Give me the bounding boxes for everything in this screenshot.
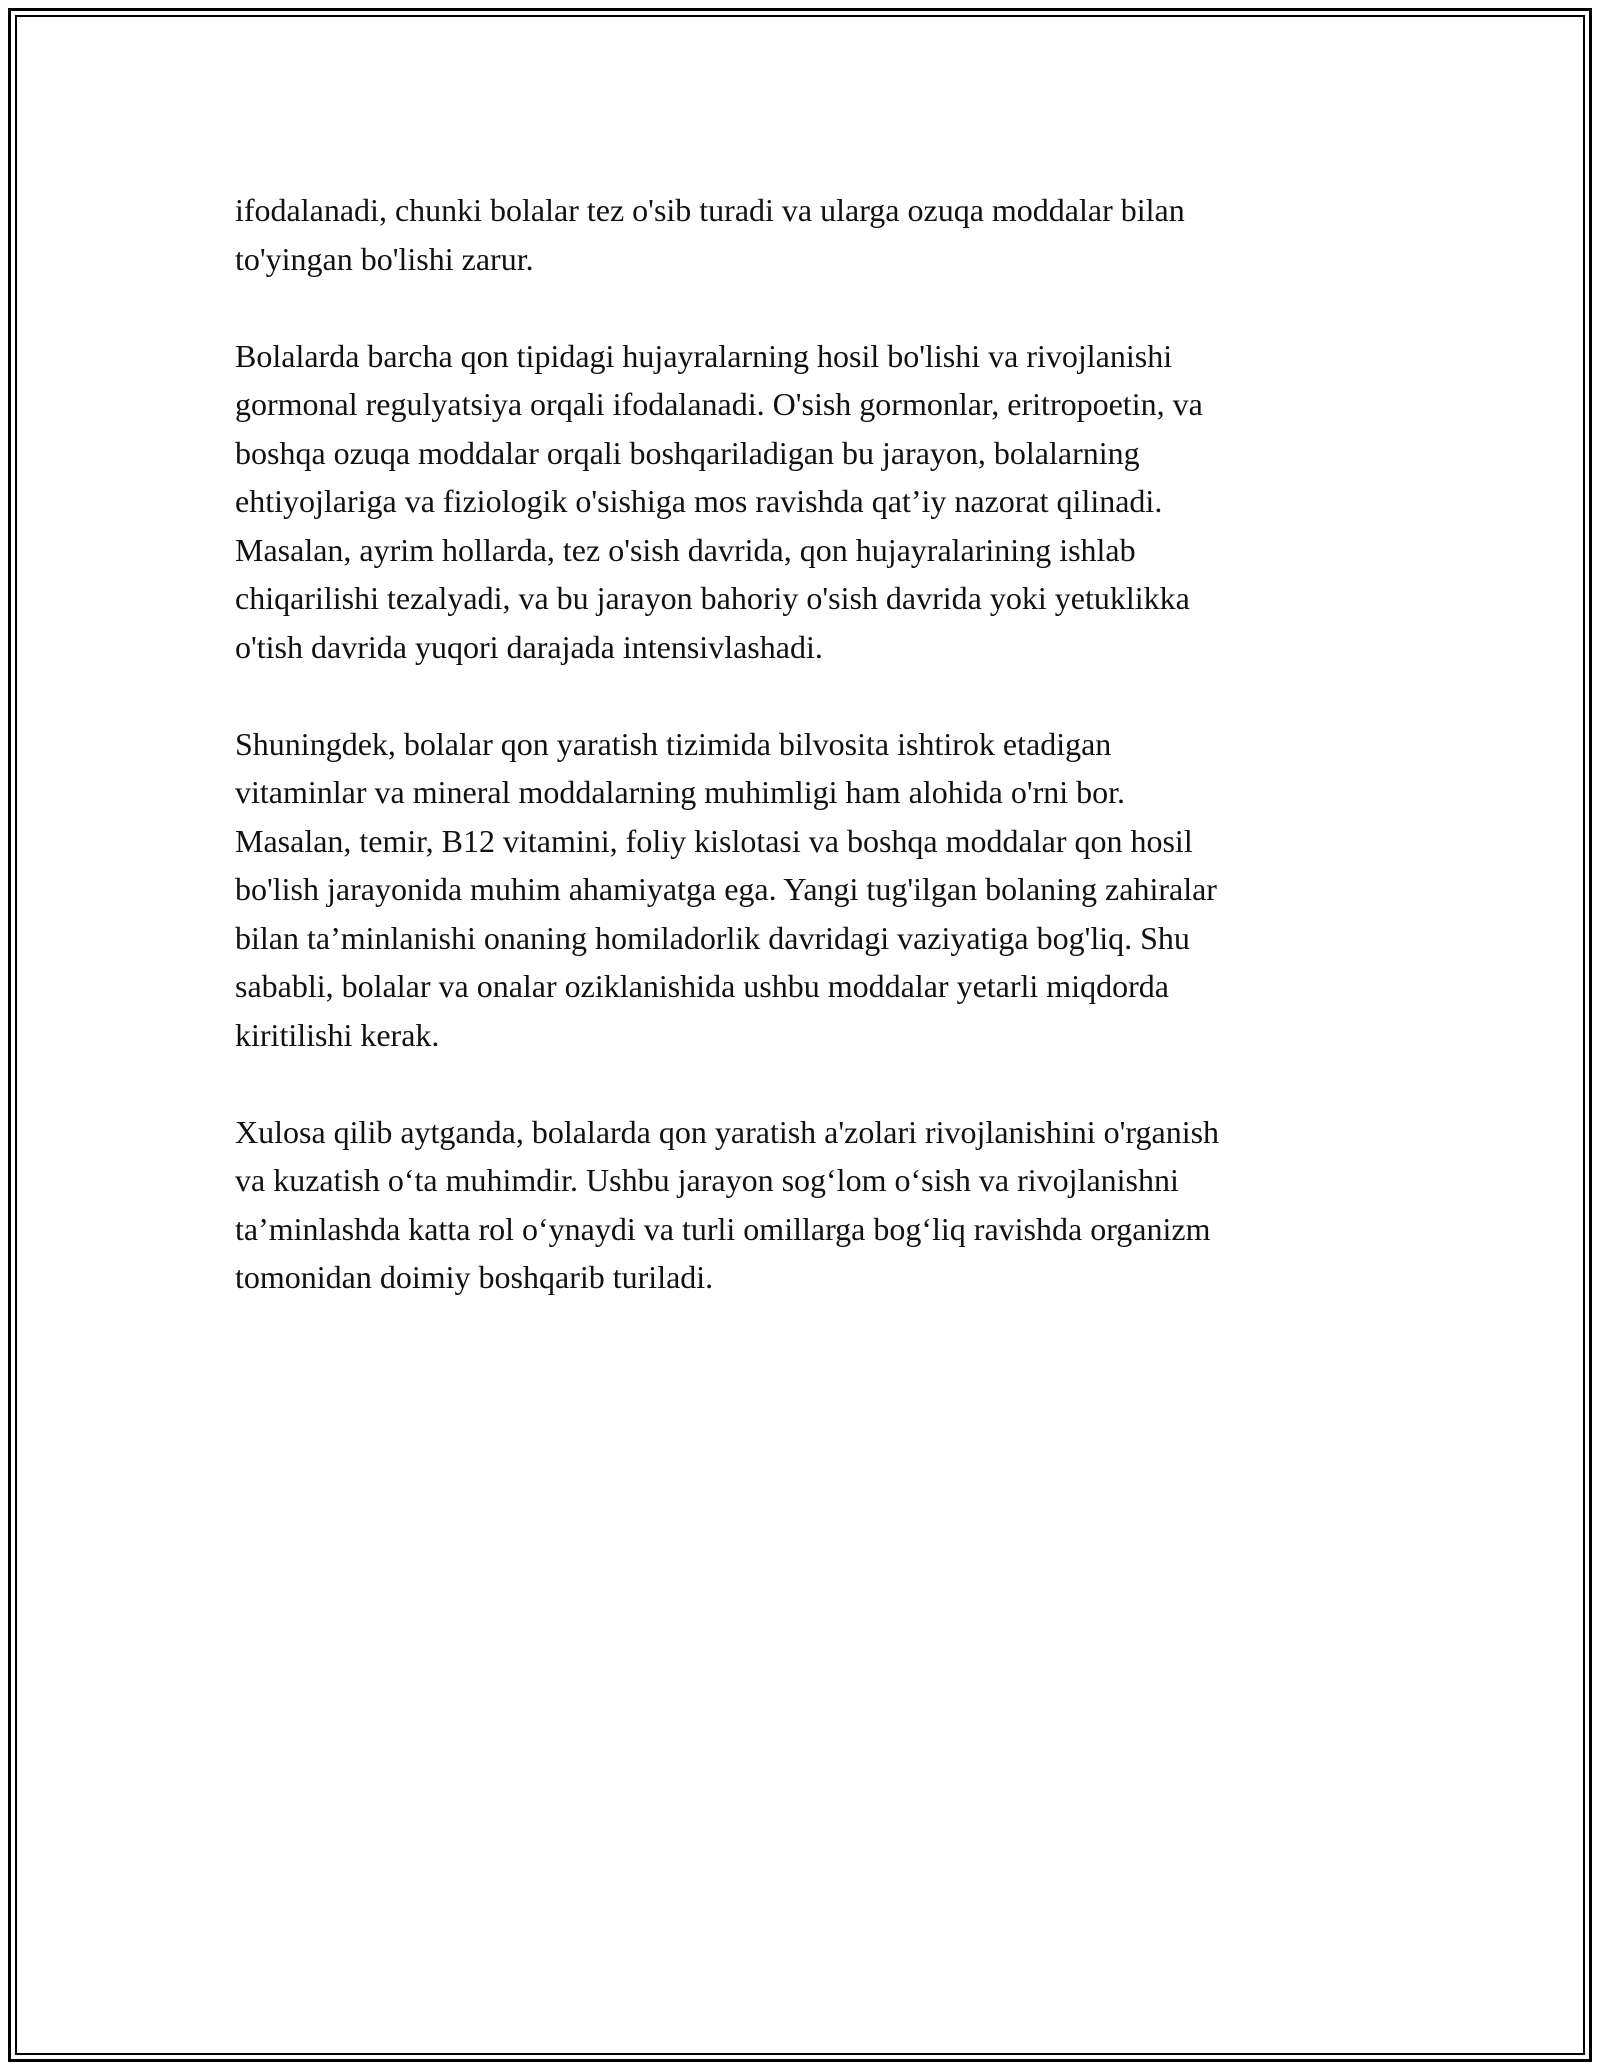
paragraph-3 bbox=[235, 720, 1385, 1060]
text-line: va kuzatish o‘ta muhimdir. Ushbu jarayon sog‘lom o‘sish va rivojlanishni bbox=[235, 1162, 1179, 1198]
paragraph-4 bbox=[235, 1108, 1385, 1302]
text-line: to'yingan bo'lishi zarur. bbox=[235, 240, 534, 277]
text-line: kiritilishi kerak. bbox=[235, 1016, 440, 1053]
text-line: Masalan, ayrim hollarda, tez o'sish davrida, qon hujayralarining ishlab bbox=[235, 531, 1136, 568]
text-line: ifodalanadi, chunki bolalar tez o'sib turadi va ularga ozuqa moddalar bilan bbox=[235, 192, 1185, 228]
text-line: vitaminlar va mineral moddalarning muhimligi ham alohida o'rni bor. bbox=[235, 774, 1126, 810]
text-line: ta’minlashda katta rol o‘ynaydi va turli omillarga bog‘liq ravishda organizm bbox=[235, 1210, 1211, 1247]
text-line: sababli, bolalar va onalar oziklanishida ushbu moddalar yetarli miqdorda bbox=[235, 968, 1169, 1004]
text-line: Shuningdek, bolalar qon yaratish tizimida bilvosita ishtirok etadigan bbox=[235, 725, 1112, 762]
text-line: bilan ta’minlanishi onaning homiladorlik davridagi vaziyatiga bog'liq. Shu bbox=[235, 919, 1190, 956]
paragraph-2 bbox=[235, 332, 1385, 672]
text-line: chiqarilishi tezalyadi, va bu jarayon bahoriy o'sish davrida yoki yetuklikka bbox=[235, 580, 1190, 616]
text-line: Xulosa qilib aytganda, bolalarda qon yaratish a'zolari rivojlanishini o'rganish bbox=[235, 1113, 1220, 1150]
text-line: boshqa ozuqa moddalar orqali boshqariladigan bu jarayon, bolalarning bbox=[235, 434, 1140, 471]
text-line: tomonidan doimiy boshqarib turiladi. bbox=[235, 1259, 714, 1295]
text-line: bo'lish jarayonida muhim ahamiyatga ega. Yangi tug'ilgan bolaning zahiralar bbox=[235, 871, 1217, 907]
text-line: gormonal regulyatsiya orqali ifodalanadi. O'sish gormonlar, eritropoetin, va bbox=[235, 386, 1203, 422]
text-line: ehtiyojlariga va fiziologik o'sishiga mos ravishda qat’iy nazorat qilinadi. bbox=[235, 483, 1163, 519]
paragraph-1 bbox=[235, 186, 1385, 283]
text-line: o'tish davrida yuqori darajada intensivlashadi. bbox=[235, 628, 823, 665]
text-line: Masalan, temir, B12 vitamini, foliy kislotasi va boshqa moddalar qon hosil bbox=[235, 822, 1193, 859]
document-body bbox=[235, 186, 1385, 1350]
text-line: Bolalarda barcha qon tipidagi hujayralarning hosil bo'lishi va rivojlanishi bbox=[235, 337, 1173, 374]
